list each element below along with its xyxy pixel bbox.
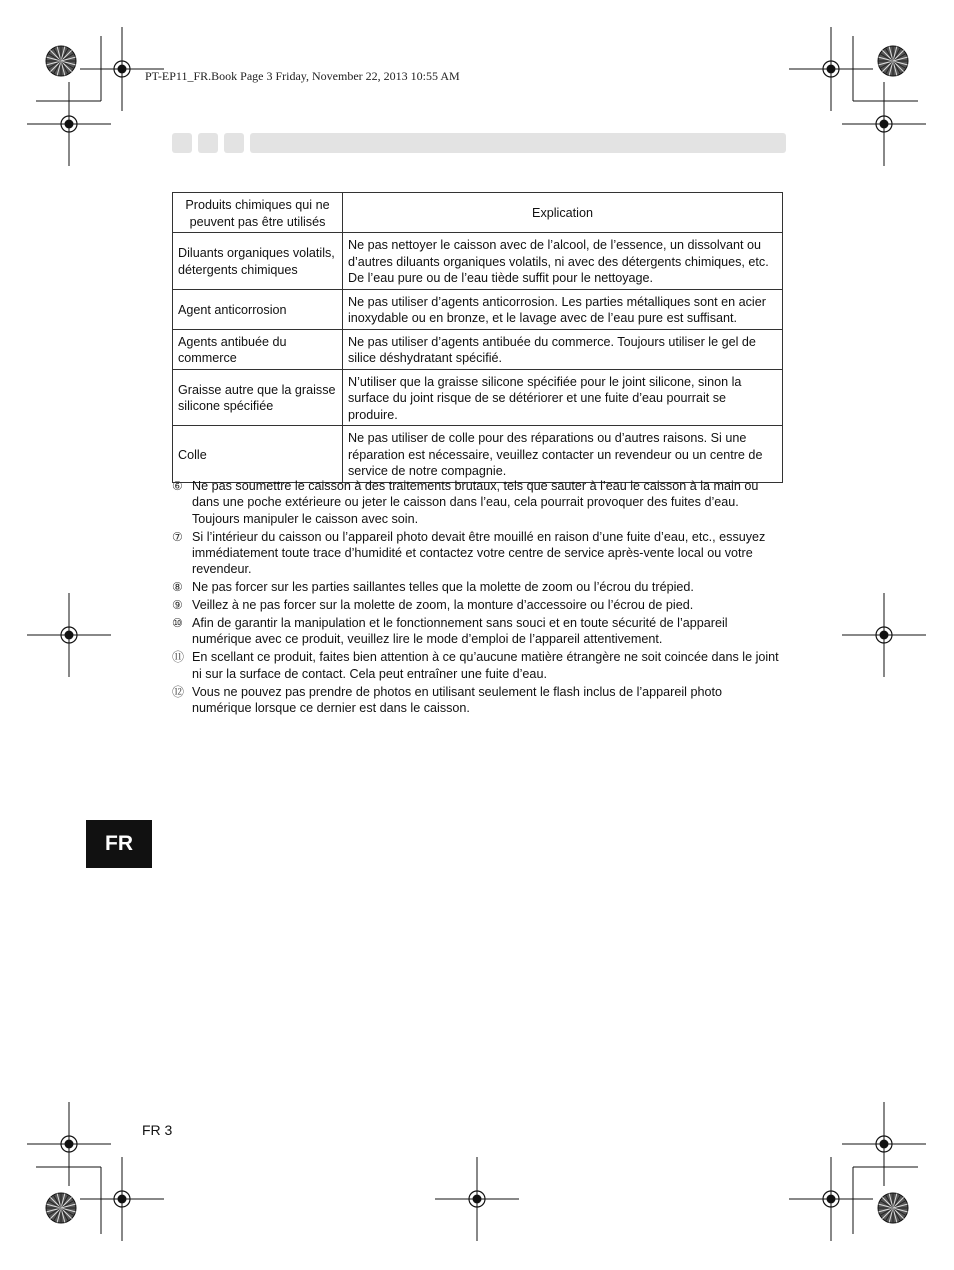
color-target-icon (878, 1193, 908, 1223)
table-row (173, 329, 783, 369)
cell-chemical: Graisse autre que la graisse silicone spécifiée (173, 369, 343, 426)
precaution-notes (172, 478, 784, 718)
list-item (172, 579, 784, 595)
note-number: ⑧ (172, 580, 183, 595)
note-text: Si l’intérieur du caisson ou l’appareil photo devait être mouillé en raison d’une fuite d’eau, etc., essuyez immédiatement toute trace d’humidité et contactez votre centre de service après-vente local ou votre revendeur. (192, 529, 766, 577)
note-text: Afin de garantir la manipulation et le fonctionnement sans souci et en toute sécurité de l’appareil numérique avec ce produit, veuillez lire le mode d’emploi de l’appareil attentivement. (192, 616, 728, 647)
cell-explanation: N’utiliser que la graisse silicone spécifiée pour le joint silicone, sinon la surface du joint risque de se détériorer et une fuite d’eau pourrait se produire. (343, 369, 783, 426)
note-text: Veillez à ne pas forcer sur la molette de zoom, la monture d’accessoire ou l’écrou de pied. (192, 598, 694, 613)
color-target-icon (46, 1193, 76, 1223)
list-item (172, 478, 784, 527)
cell-chemical: Diluants organiques volatils, détergents chimiques (173, 233, 343, 290)
cell-chemical: Agent anticorrosion (173, 289, 343, 329)
header-tab-1 (172, 133, 192, 153)
table-row (173, 369, 783, 426)
table-row (173, 233, 783, 290)
note-text: Vous ne pouvez pas prendre de photos en utilisant seulement le flash inclus de l’appareil photo numérique lorsque ce dernier est dans le caisson. (192, 684, 722, 715)
table-header-row (173, 193, 783, 233)
note-number: ⑥ (172, 479, 183, 493)
color-target-icon (46, 46, 76, 76)
language-badge: FR (86, 820, 152, 868)
note-text: Ne pas soumettre le caisson à des traitements brutaux, tels que sauter à l’eau le caisson à la main ou dans une poche extérieure ou jeter le caisson dans l’eau, cela pourrait provoquer des fuites d’eau. Toujours manipuler le caisson avec soin. (192, 479, 759, 526)
list-item (172, 684, 784, 717)
header-bar (250, 133, 786, 153)
list-item (172, 529, 784, 578)
cell-explanation: Ne pas utiliser d’agents antibuée du commerce. Toujours utiliser le gel de silice déshydratant spécifié. (343, 329, 783, 369)
header-tab-2 (198, 133, 218, 153)
color-target-icon (878, 46, 908, 76)
note-text: Ne pas forcer sur les parties saillantes telles que la molette de zoom ou l’écrou du trépied. (192, 580, 694, 595)
print-header: PT-EP11_FR.Book Page 3 Friday, November 22, 2013 10:55 AM (145, 69, 460, 83)
page-number: FR 3 (142, 1122, 173, 1138)
note-number: ⑩ (172, 616, 183, 631)
chemicals-table (172, 192, 783, 483)
table-row (173, 289, 783, 329)
note-text: En scellant ce produit, faites bien attention à ce qu’aucune matière étrangère ne soit coincée dans le joint ni sur la surface de contact. Cela peut entraîner une fuite d’eau. (192, 650, 779, 681)
note-number: ⑨ (172, 598, 183, 613)
note-number: ⑦ (172, 529, 183, 544)
table-row (173, 426, 783, 483)
list-item (172, 615, 784, 648)
cell-explanation: Ne pas nettoyer le caisson avec de l’alcool, de l’essence, un dissolvant ou d’autres diluants organiques volatils, ni avec des détergents chimiques, etc. De l’eau pure ou de l’eau tiède suffit pour le nettoyage. (343, 233, 783, 290)
cell-chemical: Colle (173, 426, 343, 483)
cell-explanation: Ne pas utiliser d’agents anticorrosion. Les parties métalliques sont en acier inoxydable ou en bronze, et le lavage avec de l’eau pure est suffisant. (343, 289, 783, 329)
note-number: ⑫ (172, 684, 185, 699)
header-tab-3 (224, 133, 244, 153)
header-explanation: Explication (343, 193, 783, 233)
cell-explanation: Ne pas utiliser de colle pour des réparations ou d’autres raisons. Si une réparation est nécessaire, veuillez contacter un revendeur ou un centre de service de notre compagnie. (343, 426, 783, 483)
cell-chemical: Agents antibuée du commerce (173, 329, 343, 369)
note-number: ⑪ (172, 650, 185, 665)
list-item (172, 597, 784, 613)
list-item (172, 649, 784, 682)
header-chemical: Produits chimiques qui ne peuvent pas être utilisés (173, 193, 343, 233)
